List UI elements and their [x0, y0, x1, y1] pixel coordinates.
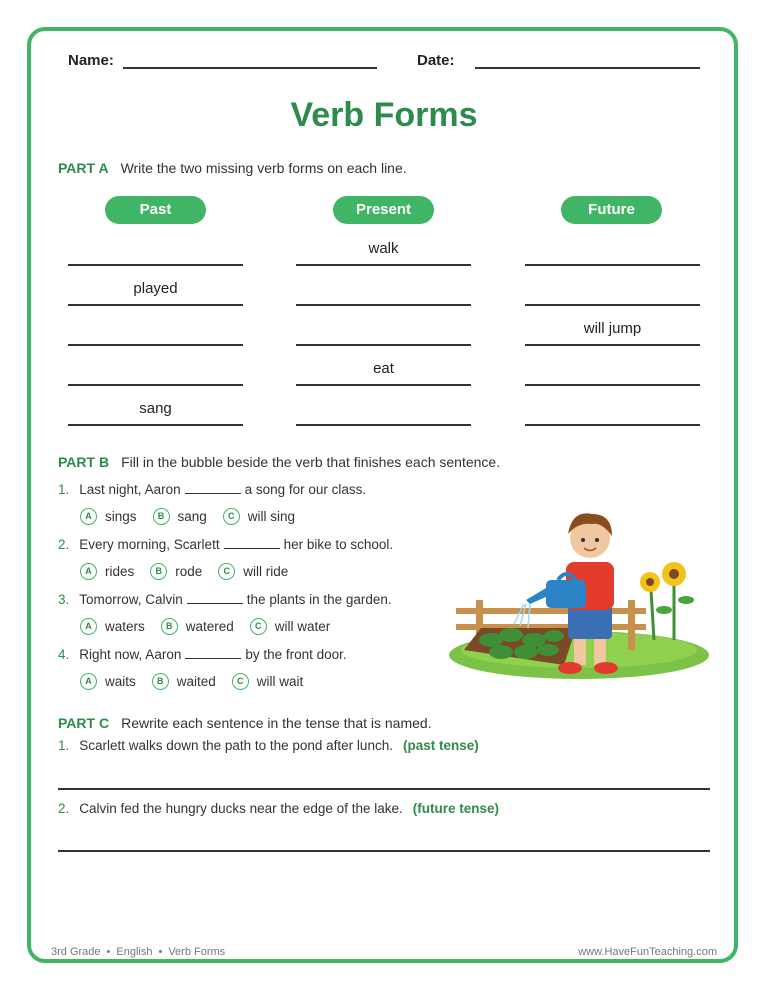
part-c-item-1 [58, 738, 479, 753]
answer-option[interactable] [161, 618, 234, 635]
verb-answer-line[interactable]: played [68, 272, 243, 306]
verb-answer-line[interactable]: sang [68, 392, 243, 426]
tense-label: (future tense) [412, 801, 499, 816]
verb-answer-line[interactable] [68, 352, 243, 386]
column-pill-future: Future [561, 196, 662, 224]
answer-option[interactable] [80, 673, 136, 690]
question-text-before: Tomorrow, Calvin [79, 592, 183, 607]
answer-option[interactable] [250, 618, 331, 635]
option-label: waits [105, 674, 136, 689]
verb-answer-line[interactable] [296, 312, 471, 346]
answer-bubble-icon[interactable]: B [153, 508, 170, 525]
footer-topic: Verb Forms [168, 946, 226, 958]
option-label: waited [176, 674, 216, 689]
verb-answer-line[interactable] [525, 232, 700, 266]
part-c-tag: PART C [58, 715, 110, 731]
question-text-after: a song for our class. [244, 482, 367, 497]
question-text-after: her bike to school. [283, 537, 394, 552]
part-a-instruction: Write the two missing verb forms on each line. [120, 160, 407, 176]
answer-option[interactable] [150, 563, 202, 580]
bullet-icon: • [158, 946, 163, 958]
verb-answer-line[interactable] [525, 352, 700, 386]
question-number: 3. [58, 592, 70, 607]
answer-blank [224, 536, 280, 549]
verb-answer-line[interactable] [68, 312, 243, 346]
footer-breadcrumb [51, 946, 225, 958]
footer-site: www.HaveFunTeaching.com [578, 946, 717, 958]
answer-bubble-icon[interactable]: A [80, 673, 97, 690]
answer-option[interactable] [80, 618, 145, 635]
item-sentence: Scarlett walks down the path to the pond after lunch. [79, 738, 393, 753]
page-title: Verb Forms [290, 96, 478, 134]
answer-bubble-icon[interactable]: C [223, 508, 240, 525]
answer-option[interactable] [153, 508, 207, 525]
part-b-tag: PART B [58, 454, 110, 470]
answer-bubble-icon[interactable]: B [161, 618, 178, 635]
question-text-before: Right now, Aaron [79, 647, 182, 662]
option-label: rides [105, 564, 135, 579]
item-number: 1. [58, 738, 70, 753]
answer-options [80, 507, 311, 525]
question-text-after: the plants in the garden. [246, 592, 392, 607]
boy-watering-garden-illustration [446, 500, 712, 685]
question-1 [58, 481, 366, 497]
answer-option[interactable] [80, 508, 137, 525]
footer-subject: English [116, 946, 153, 958]
answer-bubble-icon[interactable]: A [80, 618, 97, 635]
answer-options [80, 617, 346, 635]
answer-blank [185, 481, 241, 494]
answer-option[interactable] [223, 508, 295, 525]
answer-option[interactable] [232, 673, 304, 690]
answer-option[interactable] [80, 563, 134, 580]
answer-blank [185, 646, 241, 659]
option-label: will water [274, 619, 331, 634]
part-b-instruction: Fill in the bubble beside the verb that finishes each sentence. [121, 454, 501, 470]
answer-line-2[interactable] [58, 850, 710, 852]
option-label: rode [175, 564, 203, 579]
answer-bubble-icon[interactable]: C [250, 618, 267, 635]
option-label: watered [185, 619, 234, 634]
verb-answer-line[interactable] [296, 392, 471, 426]
bullet-icon: • [106, 946, 111, 958]
item-sentence: Calvin fed the hungry ducks near the edge of the lake. [79, 801, 403, 816]
option-label: sang [177, 509, 207, 524]
footer-grade: 3rd Grade [51, 946, 101, 958]
part-a-heading [58, 160, 407, 176]
part-c-heading [58, 715, 432, 731]
option-label: will wait [256, 674, 304, 689]
question-text-after: by the front door. [245, 647, 347, 662]
answer-bubble-icon[interactable]: B [152, 673, 169, 690]
verb-answer-line[interactable] [296, 272, 471, 306]
answer-bubble-icon[interactable]: A [80, 563, 97, 580]
question-number: 1. [58, 482, 70, 497]
answer-option[interactable] [152, 673, 216, 690]
answer-options [80, 672, 319, 690]
question-3 [58, 591, 392, 607]
date-line[interactable] [475, 67, 700, 69]
answer-bubble-icon[interactable]: C [218, 563, 235, 580]
question-number: 4. [58, 647, 70, 662]
question-text-before: Last night, Aaron [79, 482, 181, 497]
part-a-tag: PART A [58, 160, 109, 176]
question-4 [58, 646, 347, 662]
verb-answer-line[interactable]: walk [296, 232, 471, 266]
question-2 [58, 536, 393, 552]
verb-answer-line[interactable] [525, 272, 700, 306]
date-label: Date: [417, 52, 455, 69]
answer-blank [187, 591, 243, 604]
part-c-item-2 [58, 801, 499, 816]
verb-answer-line[interactable] [68, 232, 243, 266]
option-label: waters [105, 619, 145, 634]
option-label: will sing [247, 509, 296, 524]
verb-answer-line[interactable]: eat [296, 352, 471, 386]
answer-bubble-icon[interactable]: A [80, 508, 97, 525]
item-number: 2. [58, 801, 70, 816]
name-label: Name: [68, 52, 114, 69]
part-b-heading [58, 454, 500, 470]
answer-options [80, 562, 304, 580]
answer-line-1[interactable] [58, 788, 710, 790]
verb-answer-line[interactable]: will jump [525, 312, 700, 346]
answer-bubble-icon[interactable]: C [232, 673, 249, 690]
tense-label: (past tense) [402, 738, 479, 753]
name-line[interactable] [123, 67, 377, 69]
part-c-instruction: Rewrite each sentence in the tense that is named. [121, 715, 432, 731]
option-label: sings [105, 509, 137, 524]
option-label: will ride [243, 564, 289, 579]
answer-option[interactable] [218, 563, 288, 580]
verb-answer-line[interactable] [525, 392, 700, 426]
question-text-before: Every morning, Scarlett [79, 537, 220, 552]
column-pill-present: Present [333, 196, 434, 224]
answer-bubble-icon[interactable]: B [150, 563, 167, 580]
column-pill-past: Past [105, 196, 206, 224]
question-number: 2. [58, 537, 70, 552]
